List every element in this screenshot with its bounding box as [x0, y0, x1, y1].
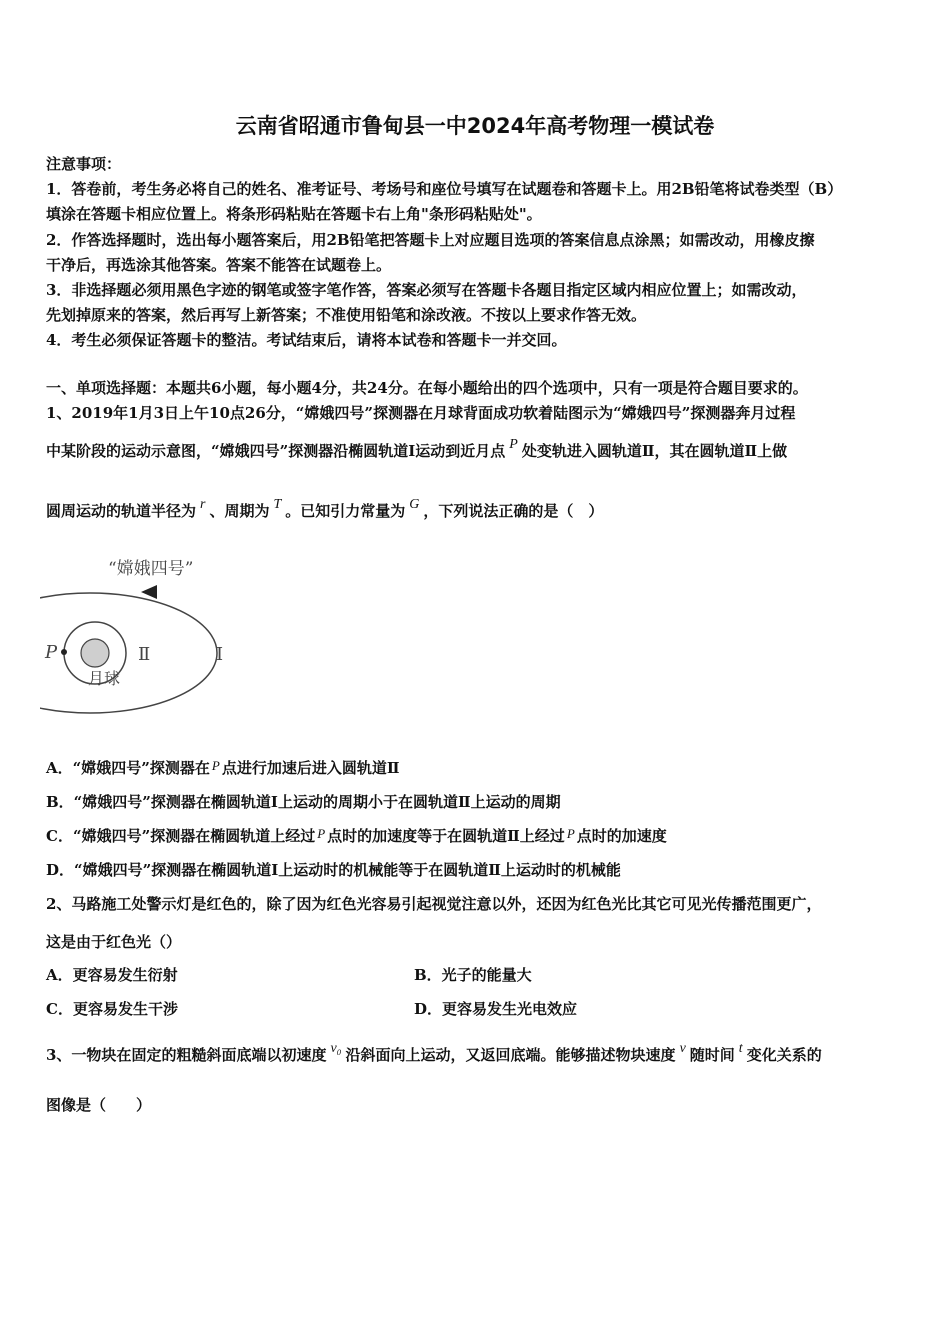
q2-stem-line: 这是由于红色光（） — [46, 933, 182, 951]
moon-icon — [81, 639, 109, 667]
q2-stem-line: 2、马路施工处警示灯是红色的，除了因为红色光容易引起视觉注意以外，还因为红色光比其它可见光传播范围更广， — [46, 895, 822, 913]
orbit-diagram — [40, 548, 250, 723]
q1-option-b: B．“嫦娥四号”探测器在椭圆轨道Ⅰ上运动的周期小于在圆轨道Ⅱ上运动的周期 — [46, 793, 561, 811]
moon-label: 月球 — [88, 669, 121, 688]
notice-line: 3．非选择题必须用黑色字迹的钢笔或签字笔作答，答案必须写在答题卡各题目指定区域内相应位置上；如需改动， — [46, 281, 807, 299]
q1-option-a: A．“嫦娥四号”探测器在 P 点进行加速后进入圆轨道Ⅱ — [46, 758, 400, 777]
point-p-label: P — [45, 642, 58, 663]
q1-stem-line: 中某阶段的运动示意图，“嫦娥四号”探测器沿椭圆轨道Ⅰ运动到近月点 P 处变轨进入圆轨道Ⅱ，其在圆轨道Ⅱ上做 — [46, 437, 788, 460]
page-title: 云南省昭通市鲁甸县一中2024年高考物理一模试卷 — [235, 114, 715, 138]
notice-line: 干净后，再选涂其他答案。答案不能答在试题卷上。 — [46, 256, 392, 274]
notice-line: 1．答卷前，考生务必将自己的姓名、准考证号、考场号和座位号填写在试题卷和答题卡上。用2B铅笔将试卷类型（B） — [46, 180, 843, 198]
section-heading: 一、单项选择题：本题共6小题，每小题4分，共24分。在每小题给出的四个选项中，只有一项是符合题目要求的。 — [46, 379, 808, 397]
q3-stem-line: 图像是（ ） — [46, 1096, 152, 1114]
q1-option-d: D．“嫦娥四号”探测器在椭圆轨道Ⅰ上运动时的机械能等于在圆轨道Ⅱ上运动时的机械能 — [46, 861, 621, 879]
notice-line: 2．作答选择题时，选出每小题答案后，用2B铅笔把答题卡上对应题目选项的答案信息点涂黑；如需改动，用橡皮擦 — [46, 231, 815, 249]
q1-stem-line: 圆周运动的轨道半径为 r 、周期为 T 。已知引力常量为 G ，下列说法正确的是（ ） — [46, 497, 604, 520]
q2-option-a: A．更容易发生衍射 — [46, 966, 178, 984]
probe-icon — [141, 585, 157, 599]
point-p-dot — [61, 649, 67, 655]
q2-option-b: B．光子的能量大 — [414, 966, 532, 984]
notice-line: 填涂在答题卡相应位置上。将条形码粘贴在答题卡右上角"条形码粘贴处"。 — [46, 205, 542, 223]
notice-line: 先划掉原来的答案，然后再写上新答案；不准使用铅笔和涂改液。不按以上要求作答无效。 — [46, 306, 647, 324]
variable-t: T — [273, 497, 282, 512]
q2-option-d: D．更容易发生光电效应 — [414, 1000, 578, 1018]
q1-option-c: C．“嫦娥四号”探测器在椭圆轨道上经过 P 点时的加速度等于在圆轨道Ⅱ上经过 P 点时的加速度 — [46, 826, 667, 845]
orbit-1-label: Ⅰ — [216, 644, 224, 665]
notice-line: 4．考生必须保证答题卡的整洁。考试结束后，请将本试卷和答题卡一并交回。 — [46, 331, 567, 349]
variable-g: G — [409, 497, 420, 512]
q2-option-c: C．更容易发生干涉 — [46, 1000, 178, 1018]
variable-t: t — [738, 1041, 743, 1056]
q3-stem-line: 3、一物块在固定的粗糙斜面底端以初速度 v₀ 沿斜面向上运动，又返回底端。能够描述物块速度 v 随时间 t 变化关系的 — [46, 1041, 822, 1064]
variable-r: r — [200, 497, 206, 512]
variable-v0: v₀ — [330, 1041, 342, 1056]
variable-v: v — [679, 1041, 686, 1056]
variable-p: P — [509, 437, 518, 452]
q1-stem-line: 1、2019年1月3日上午10点26分，“嫦娥四号”探测器在月球背面成功软着陆图示为“嫦娥四号”探测器奔月过程 — [46, 404, 796, 422]
probe-label: “嫦娥四号” — [108, 559, 194, 579]
notice-heading: 注意事项： — [46, 155, 122, 173]
orbit-2-label: Ⅱ — [138, 644, 151, 665]
